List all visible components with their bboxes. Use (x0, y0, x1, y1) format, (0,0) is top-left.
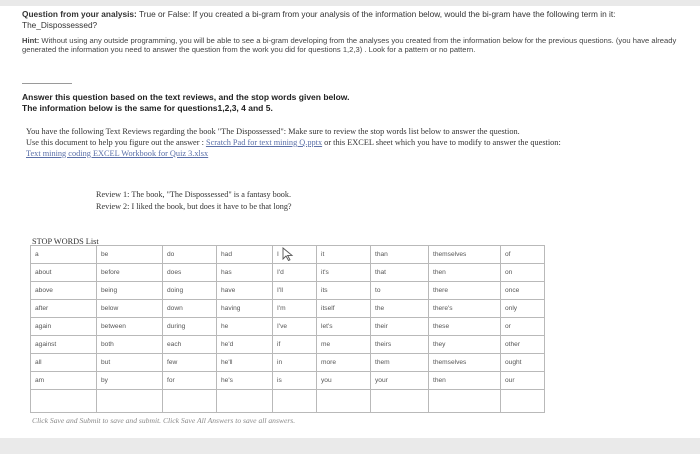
stopword-cell: there's (429, 300, 501, 318)
stopword-cell: during (163, 318, 217, 336)
stopword-cell: having (217, 300, 273, 318)
stopword-cell: once (501, 282, 545, 300)
stopword-cell: has (217, 264, 273, 282)
stopword-cell: I've (273, 318, 317, 336)
stopword-empty-cell (501, 390, 545, 413)
question-term: The_Dispossessed? (22, 19, 98, 30)
stopword-cell: again (31, 318, 97, 336)
stopword-cell: does (163, 264, 217, 282)
review-1: Review 1: The book, "The Dispossessed" is a fantasy book. (96, 190, 292, 199)
stopwords-row (31, 282, 545, 300)
question-body: True or False: If you created a bi-gram from your analysis of the information below, would the bi-gram have the following term in it: (136, 9, 616, 19)
stopword-cell: themselves (429, 354, 501, 372)
stopword-cell: I'm (273, 300, 317, 318)
stopword-cell: few (163, 354, 217, 372)
stopwords-row (31, 300, 545, 318)
stopword-empty-cell (429, 390, 501, 413)
stopword-cell: or (501, 318, 545, 336)
scratch-pad-link[interactable]: Scratch Pad for text mining Q.pptx (205, 137, 323, 147)
stopword-cell: other (501, 336, 545, 354)
hint-label: Hint: (22, 36, 40, 45)
stopword-cell: I (273, 246, 317, 264)
stopwords-row (31, 354, 545, 372)
stopword-cell: than (371, 246, 429, 264)
stopword-cell: there (429, 282, 501, 300)
instructions-line1: You have the following Text Reviews regarding the book "The Dispossessed": Make sure to review the stop words list below to answer the question. (26, 127, 520, 136)
stopword-cell: its (317, 282, 371, 300)
stopword-cell: for (163, 372, 217, 390)
reviews (96, 189, 292, 213)
stopword-cell: it's (317, 264, 371, 282)
stopword-cell: each (163, 336, 217, 354)
stopword-cell: you (317, 372, 371, 390)
stopword-cell: have (217, 282, 273, 300)
stopword-cell: had (217, 246, 273, 264)
stopword-cell: down (163, 300, 217, 318)
stopword-cell: it (317, 246, 371, 264)
stopword-cell: to (371, 282, 429, 300)
stopword-cell: after (31, 300, 97, 318)
stopword-cell: only (501, 300, 545, 318)
stopword-cell: he'll (217, 354, 273, 372)
answer-heading-line2: The information below is the same for questions1,2,3, 4 and 5. (22, 103, 273, 113)
stopword-cell: below (97, 300, 163, 318)
divider (22, 83, 72, 84)
bottom-bar (0, 438, 700, 454)
question-text (22, 9, 698, 30)
stopwords-empty-row (31, 390, 545, 413)
stopword-cell: then (429, 372, 501, 390)
save-instructions: Click Save and Submit to save and submit. Click Save All Answers to save all answers. (32, 416, 296, 425)
stopword-cell: they (429, 336, 501, 354)
stopword-cell: he'd (217, 336, 273, 354)
review-2: Review 2: I liked the book, but does it have to be that long? (96, 202, 292, 211)
stopword-cell: their (371, 318, 429, 336)
stopword-cell: these (429, 318, 501, 336)
stopword-cell: be (97, 246, 163, 264)
mouse-cursor-icon (282, 247, 294, 261)
stopword-cell: of (501, 246, 545, 264)
stopword-cell: that (371, 264, 429, 282)
instructions-line2-suffix: or this EXCEL sheet which you have to modify to answer the question: (322, 137, 561, 147)
stopword-cell: against (31, 336, 97, 354)
stopword-cell: on (501, 264, 545, 282)
stopword-cell: more (317, 354, 371, 372)
stopwords-row (31, 264, 545, 282)
stopword-cell: themselves (429, 246, 501, 264)
stopwords-row (31, 372, 545, 390)
stopword-empty-cell (31, 390, 97, 413)
stopword-cell: is (273, 372, 317, 390)
instructions-line2 (26, 138, 561, 149)
stopword-cell: theirs (371, 336, 429, 354)
hint-body: Without using any outside programming, you will be able to see a bi-gram developing from the analyses you created from the information below for the previous questions. (you have already generated the information you need to answer the question from the work you did for questions 1,2,3) . Look for a pattern or no pattern. (22, 36, 677, 55)
stopword-cell: above (31, 282, 97, 300)
stopword-cell: I'd (273, 264, 317, 282)
stopword-cell: ought (501, 354, 545, 372)
stopword-cell: all (31, 354, 97, 372)
hint-text (22, 36, 698, 55)
stopword-cell: our (501, 372, 545, 390)
stopword-empty-cell (163, 390, 217, 413)
stopword-empty-cell (317, 390, 371, 413)
stopwords-row (31, 318, 545, 336)
stopword-empty-cell (217, 390, 273, 413)
stopword-cell: the (371, 300, 429, 318)
stopword-cell: itself (317, 300, 371, 318)
stopword-cell: your (371, 372, 429, 390)
stopword-cell: me (317, 336, 371, 354)
stopwords-table (30, 245, 545, 413)
stopword-cell: he's (217, 372, 273, 390)
stopwords-title: STOP WORDS List (32, 237, 99, 246)
stopword-cell: am (31, 372, 97, 390)
instructions (26, 127, 561, 159)
stopword-cell: I'll (273, 282, 317, 300)
stopword-cell: between (97, 318, 163, 336)
stopword-cell: if (273, 336, 317, 354)
stopword-cell: being (97, 282, 163, 300)
stopword-empty-cell (273, 390, 317, 413)
stopwords-row (31, 336, 545, 354)
stopword-cell: in (273, 354, 317, 372)
stopword-cell: by (97, 372, 163, 390)
question-label: Question from your analysis: (22, 9, 137, 19)
stopword-cell: let's (317, 318, 371, 336)
stopword-cell: before (97, 264, 163, 282)
stopword-cell: but (97, 354, 163, 372)
excel-workbook-link[interactable]: Text mining coding EXCEL Workbook for Quiz 3.xlsx (26, 148, 209, 158)
stopword-cell: about (31, 264, 97, 282)
answer-heading (22, 92, 349, 114)
instructions-line2-prefix: Use this document to help you figure out the answer : (26, 137, 206, 147)
stopword-empty-cell (97, 390, 163, 413)
stopword-cell: both (97, 336, 163, 354)
stopword-cell: he (217, 318, 273, 336)
stopword-empty-cell (371, 390, 429, 413)
stopword-cell: do (163, 246, 217, 264)
stopword-cell: doing (163, 282, 217, 300)
answer-heading-line1: Answer this question based on the text reviews, and the stop words given below. (22, 92, 350, 102)
stopword-cell: a (31, 246, 97, 264)
stopword-cell: then (429, 264, 501, 282)
stopword-cell: them (371, 354, 429, 372)
top-bar (0, 0, 700, 6)
